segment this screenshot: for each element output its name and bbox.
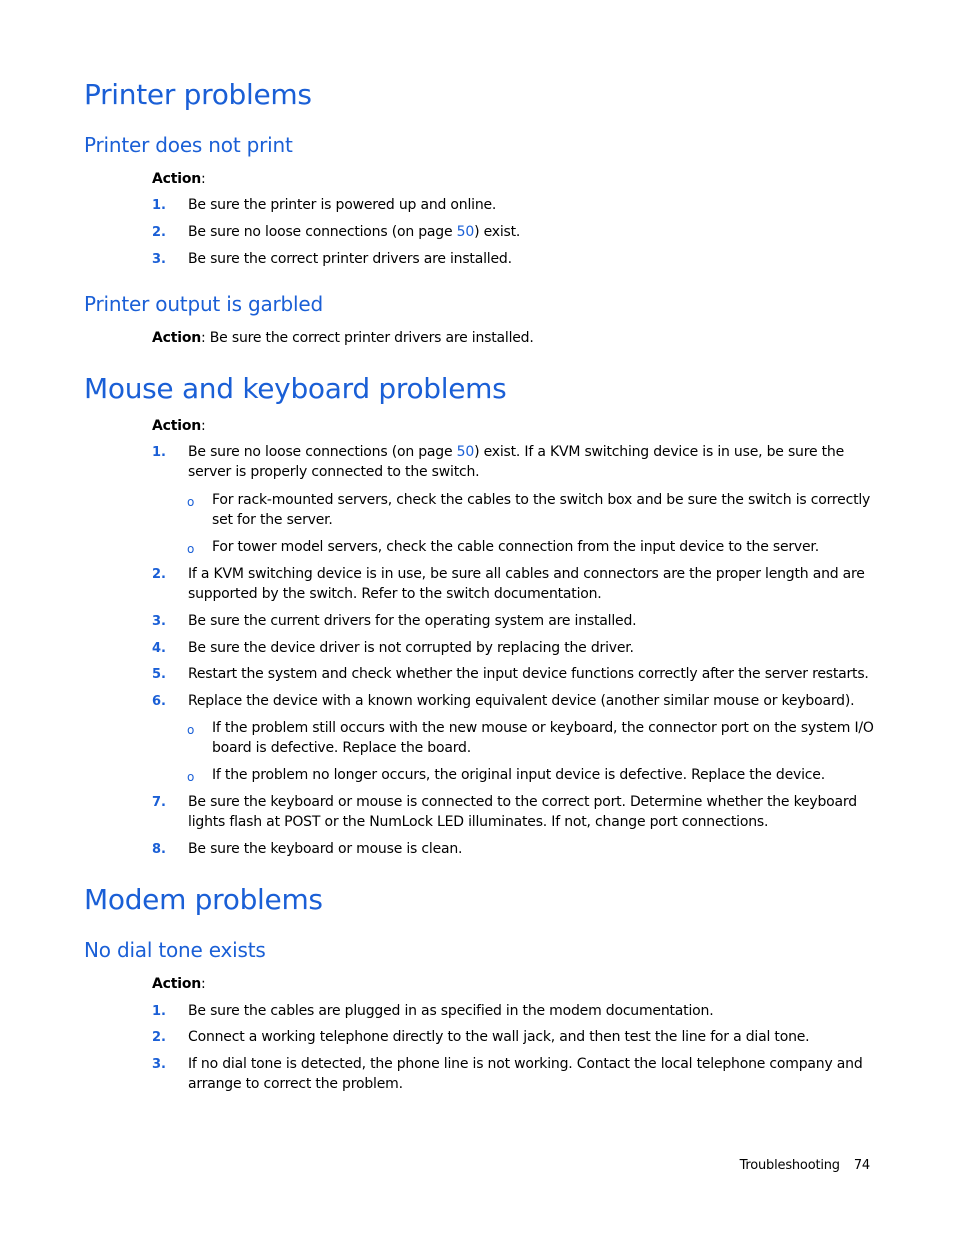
heading-mouse-keyboard-problems: Mouse and keyboard problems (84, 372, 507, 405)
heading-printer-does-not-print: Printer does not print (84, 133, 293, 157)
action-label-printer: Action: (152, 171, 206, 187)
bullet-marker: o (187, 542, 195, 556)
step-text: Restart the system and check whether the input device functions correctly after the server restarts. (188, 666, 869, 682)
step-number: 3. (152, 614, 166, 629)
step-text: Be sure no loose connections (on page 50) exist. If a KVM switching device is in use, be sure the server is properly connected to the switch. (188, 444, 845, 480)
step-number: 2. (152, 225, 166, 240)
heading-modem-problems: Modem problems (84, 883, 323, 916)
step-number: 1. (152, 1004, 166, 1019)
bullet-text: If the problem still occurs with the new mouse or keyboard, the connector port on the system I/O board is defective. Replace the board. (212, 720, 874, 756)
heading-no-dial-tone: No dial tone exists (84, 938, 266, 962)
step-number: 2. (152, 1030, 166, 1045)
step-text: Be sure no loose connections (on page 50) exist. (188, 224, 521, 240)
page-number: 74 (853, 1158, 870, 1173)
page-link[interactable]: 50 (456, 444, 475, 460)
page-link[interactable]: 50 (456, 224, 475, 240)
step-text: Be sure the correct printer drivers are installed. (188, 251, 512, 267)
step-text: Replace the device with a known working equivalent device (another similar mouse or keyboard). (188, 693, 855, 709)
heading-printer-problems: Printer problems (84, 78, 312, 111)
step-number: 1. (152, 445, 166, 460)
step-number: 8. (152, 842, 166, 857)
step-number: 6. (152, 694, 166, 709)
action-label-modem: Action: (152, 976, 206, 992)
step-number: 7. (152, 795, 166, 810)
step-text: Be sure the keyboard or mouse is connected to the correct port. Determine whether the keyboard lights flash at POST or the NumLock LED illuminates. If not, change port connections. (188, 794, 857, 830)
heading-printer-output-garbled: Printer output is garbled (84, 292, 323, 316)
step-text: Connect a working telephone directly to the wall jack, and then test the line for a dial tone. (188, 1029, 810, 1045)
step-text: If a KVM switching device is in use, be sure all cables and connectors are the proper length and are supported by the switch. Refer to the switch documentation. (188, 566, 865, 602)
action-garbled: Action: Be sure the correct printer drivers are installed. (152, 330, 534, 346)
step-number: 2. (152, 567, 166, 582)
action-label-mouse: Action: (152, 418, 206, 434)
page-footer (740, 1158, 870, 1173)
bullet-marker: o (187, 495, 195, 509)
bullet-text: For rack-mounted servers, check the cables to the switch box and be sure the switch is correctly set for the server. (212, 492, 871, 528)
step-text: Be sure the current drivers for the operating system are installed. (188, 613, 637, 629)
bullet-text: For tower model servers, check the cable connection from the input device to the server. (212, 539, 819, 555)
bullet-text: If the problem no longer occurs, the original input device is defective. Replace the device. (212, 767, 825, 783)
footer-section: Troubleshooting (739, 1158, 840, 1173)
step-number: 1. (152, 198, 166, 213)
step-number: 3. (152, 1057, 166, 1072)
step-number: 4. (152, 641, 166, 656)
step-number: 5. (152, 667, 166, 682)
step-text: Be sure the device driver is not corrupted by replacing the driver. (188, 640, 634, 656)
step-number: 3. (152, 252, 166, 267)
step-text: Be sure the printer is powered up and online. (188, 197, 497, 213)
bullet-marker: o (187, 770, 195, 784)
bullet-marker: o (187, 723, 195, 737)
step-text: Be sure the cables are plugged in as specified in the modem documentation. (188, 1003, 714, 1019)
step-text: Be sure the keyboard or mouse is clean. (188, 841, 463, 857)
step-text: If no dial tone is detected, the phone line is not working. Contact the local telephone company and arrange to correct the problem. (188, 1056, 863, 1092)
